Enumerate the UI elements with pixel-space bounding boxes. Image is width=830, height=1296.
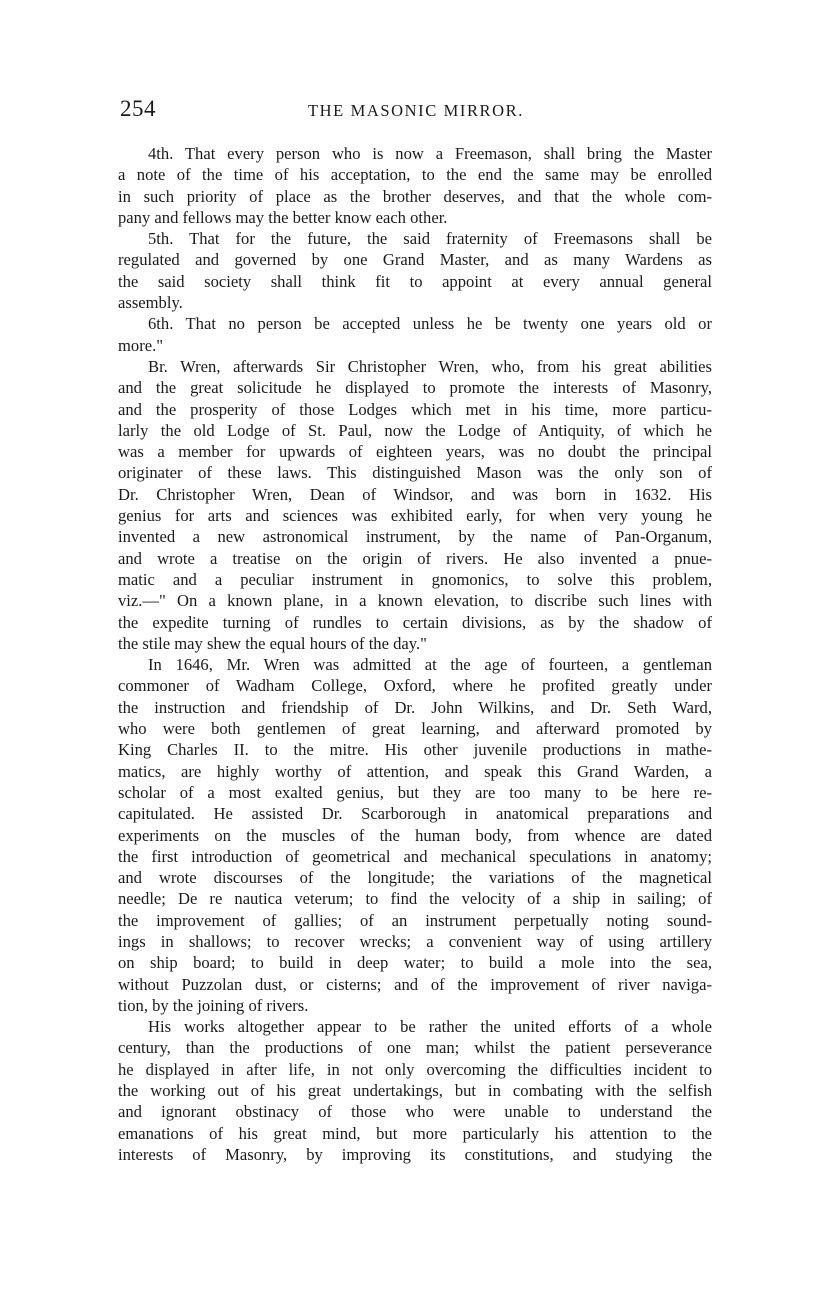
text-line: on ship board; to build in deep water; to build a mole into the sea, (118, 953, 712, 973)
running-title: THE MASONIC MIRROR. (307, 101, 525, 120)
text-line: the said society shall think fit to appoint at every annual general (118, 271, 712, 291)
text-line: larly the old Lodge of St. Paul, now the Lodge of Antiquity, of which he (118, 420, 712, 440)
text-line: viz.—" On a known plane, in a known elevation, to discribe such lines with (118, 591, 712, 611)
text-line: Dr. Christopher Wren, Dean of Windsor, and was born in 1632. His (118, 484, 712, 504)
text-line: matic and a peculiar instrument in gnomonics, to solve this problem, (118, 569, 712, 589)
text-line: tion, by the joining of rivers. (118, 995, 309, 1015)
text-line: genius for arts and sciences was exhibited early, for when very young he (118, 506, 712, 526)
text-line: regulated and governed by one Grand Master, and as many Wardens as (118, 250, 712, 270)
text-line: interests of Masonry, by improving its constitutions, and studying the (118, 1144, 712, 1164)
text-line: commoner of Wadham College, Oxford, where he profited greatly under (118, 676, 712, 696)
text-line: assembly. (118, 293, 183, 313)
text-line: the improvement of gallies; of an instrument perpetually noting sound- (118, 910, 712, 930)
text-line: and the prosperity of those Lodges which met in his time, more particu- (118, 399, 712, 419)
text-line: needle; De re nautica veterum; to find the velocity of a ship in sailing; of (118, 889, 712, 909)
text-line: without Puzzolan dust, or cisterns; and of the improvement of river naviga- (118, 974, 712, 994)
text-line: more." (118, 335, 164, 355)
text-line: ings in shallows; to recover wrecks; a convenient way of using artillery (118, 931, 712, 951)
text-line: he displayed in after life, in not only overcoming the difficulties incident to (118, 1059, 712, 1079)
text-line: and ignorant obstinacy of those who were unable to understand the (118, 1102, 712, 1122)
text-line: and wrote a treatise on the origin of rivers. He also invented a pnue- (118, 548, 712, 568)
text-line: Br. Wren, afterwards Sir Christopher Wren, who, from his great abilities (148, 356, 712, 376)
text-line: 6th. That no person be accepted unless he be twenty one years old or (148, 314, 712, 334)
body-text (118, 143, 712, 1165)
text-line: originater of these laws. This distinguished Mason was the only son of (118, 463, 712, 483)
text-line: the stile may shew the equal hours of the day." (118, 633, 427, 653)
text-line: the working out of his great undertakings, but in combating with the selfish (118, 1081, 712, 1101)
text-line: who were both gentlemen of great learning, and afterward promoted by (118, 719, 712, 739)
text-line: the first introduction of geometrical and mechanical speculations in anatomy; (118, 846, 712, 866)
text-line: experiments on the muscles of the human body, from whence are dated (118, 825, 712, 845)
page-number: 254 (120, 96, 156, 121)
text-line: a note of the time of his acceptation, to the end the same may be enrolled (118, 165, 712, 185)
page-header (120, 96, 712, 126)
text-line: 4th. That every person who is now a Freemason, shall bring the Master (148, 144, 712, 163)
text-line: emanations of his great mind, but more particularly his attention to the (118, 1123, 712, 1143)
text-line: matics, are highly worthy of attention, and speak this Grand Warden, a (118, 761, 712, 781)
text-line: capitulated. He assisted Dr. Scarborough in anatomical preparations and (118, 804, 712, 824)
text-line: invented a new astronomical instrument, by the name of Pan-Organum, (118, 527, 712, 547)
text-line: and wrote discourses of the longitude; the variations of the magnetical (118, 868, 712, 888)
text-line: scholar of a most exalted genius, but they are too many to be here re- (118, 782, 712, 802)
text-line: the instruction and friendship of Dr. John Wilkins, and Dr. Seth Ward, (118, 697, 712, 717)
text-line: and the great solicitude he displayed to promote the interests of Masonry, (118, 378, 712, 398)
text-line: was a member for upwards of eighteen years, was no doubt the principal (118, 442, 712, 462)
text-line: century, than the productions of one man; whilst the patient perseverance (118, 1038, 712, 1058)
text-line: His works altogether appear to be rather the united efforts of a whole (148, 1017, 712, 1037)
text-line: pany and fellows may the better know each other. (118, 207, 448, 227)
text-line: In 1646, Mr. Wren was admitted at the age of fourteen, a gentleman (148, 655, 712, 675)
text-line: 5th. That for the future, the said fraternity of Freemasons shall be (148, 229, 712, 249)
text-line: in such priority of place as the brother deserves, and that the whole com- (118, 186, 712, 206)
text-line: the expedite turning of rundles to certain divisions, as by the shadow of (118, 612, 712, 632)
text-line: King Charles II. to the mitre. His other juvenile productions in mathe- (118, 740, 712, 760)
